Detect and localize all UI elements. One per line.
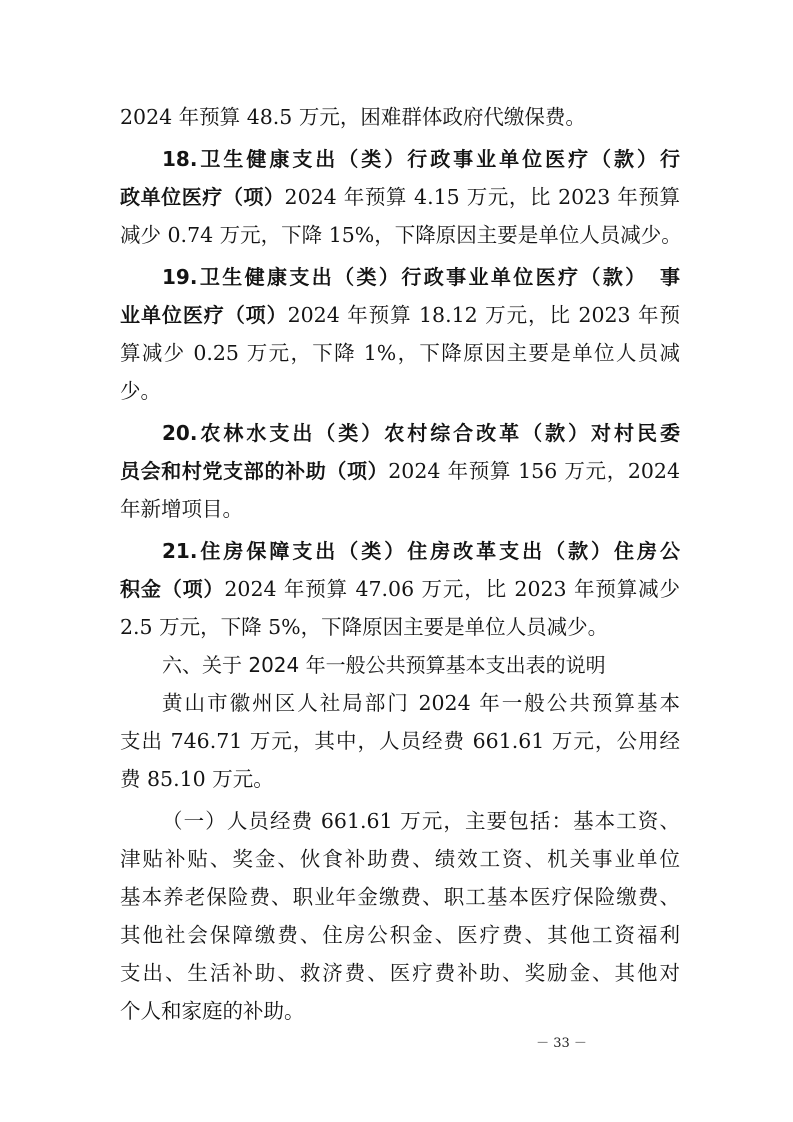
text-line: 支出、生活补助、救济费、医疗费补助、奖励金、其他对 xyxy=(120,961,680,985)
item-18-heading-line xyxy=(120,140,680,178)
item-18-text: 2024 年预算 4.15 万元，比 2023 年预算 xyxy=(284,185,681,209)
item-21-heading-line xyxy=(120,532,680,570)
text-line: 算减少 0.25 万元，下降 1%，下降原因主要是单位人员减 xyxy=(120,341,680,365)
text-line: （一）人员经费 661.61 万元，主要包括：基本工资、 xyxy=(162,809,680,833)
item-19-heading: 19.卫生健康支出（类）行政事业单位医疗（款） 事 xyxy=(162,265,680,289)
page-number: － 33 － xyxy=(536,1036,587,1051)
text-line: 其他社会保障缴费、住房公积金、医疗费、其他工资福利 xyxy=(120,923,680,947)
text-line: 少。 xyxy=(120,379,161,403)
item-19-heading-line xyxy=(120,258,680,296)
item-20-heading-line xyxy=(120,414,680,452)
text-line: 年新增项目。 xyxy=(120,497,243,521)
item-21-heading-cont: 积金（项） xyxy=(120,577,225,601)
item-18-heading: 18.卫生健康支出（类）行政事业单位医疗（款）行 xyxy=(162,147,680,171)
item-19-line xyxy=(120,296,680,334)
item-21-heading: 21.住房保障支出（类）住房改革支出（款）住房公 xyxy=(162,539,680,563)
document-body xyxy=(120,98,680,1030)
text-line: 基本养老保险费、职业年金缴费、职工基本医疗保险缴费、 xyxy=(120,885,680,909)
text-line: 个人和家庭的补助。 xyxy=(120,999,305,1023)
item-19-text: 2024 年预算 18.12 万元，比 2023 年预 xyxy=(287,303,680,327)
item-20-text: 2024 年预算 156 万元，2024 xyxy=(388,459,680,483)
text-line: 黄山市徽州区人社局部门 2024 年一般公共预算基本 xyxy=(162,691,680,715)
text-line: 2.5 万元，下降 5%，下降原因主要是单位人员减少。 xyxy=(120,615,609,639)
text-line: 费 85.10 万元。 xyxy=(120,767,274,791)
item-18-line xyxy=(120,178,680,216)
item-20-heading-cont: 员会和村党支部的补助（项） xyxy=(120,459,389,483)
item-21-line xyxy=(120,570,680,608)
text-line: 2024 年预算 48.5 万元，困难群体政府代缴保费。 xyxy=(120,105,586,129)
item-21-text: 2024 年预算 47.06 万元，比 2023 年预算减少 xyxy=(224,577,680,601)
text-line: 支出 746.71 万元，其中，人员经费 661.61 万元，公用经 xyxy=(120,729,680,753)
text-line: 减少 0.74 万元，下降 15%，下降原因主要是单位人员减少。 xyxy=(120,223,682,247)
item-19-heading-cont: 业单位医疗（项） xyxy=(120,303,288,327)
item-20-heading: 20.农林水支出（类）农村综合改革（款）对村民委 xyxy=(162,421,680,445)
text-line: 津贴补贴、奖金、伙食补助费、绩效工资、机关事业单位 xyxy=(120,847,680,871)
item-18-heading-cont: 政单位医疗（项） xyxy=(120,185,285,209)
item-20-line xyxy=(120,452,680,490)
section-6-heading: 六、关于 2024 年一般公共预算基本支出表的说明 xyxy=(162,653,606,677)
